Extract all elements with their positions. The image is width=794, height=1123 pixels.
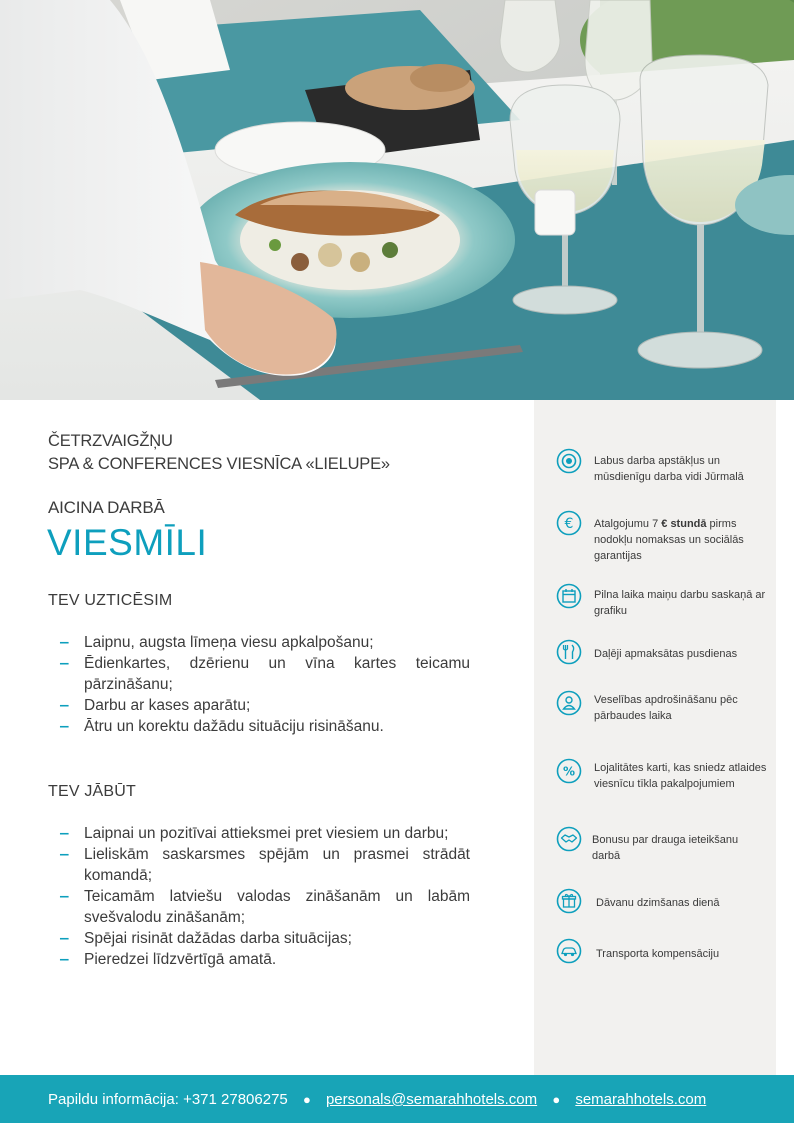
- main-content: [0, 400, 534, 1075]
- list-item: ‒ Laipnai un pozitīvai attieksmei pret viesiem un darbu;: [60, 825, 449, 842]
- dash-bullet: ‒: [60, 951, 69, 968]
- footer-bar: [0, 1075, 794, 1123]
- dash-bullet: ‒: [60, 697, 69, 714]
- bullet-separator: ●: [552, 1092, 561, 1107]
- hotel-title-line: SPA & CONFERENCES VIESNĪCA «LIELUPE»: [48, 455, 390, 473]
- hero-photo: [0, 0, 794, 400]
- job-title: VIESMĪLI: [47, 522, 208, 563]
- benefit-text: Lojalitātes karti, kas sniedz atlaides viesnīcu tīkla pakalpojumiem: [594, 762, 767, 790]
- dash-bullet: ‒: [60, 655, 69, 672]
- list-item: ‒ Ātru un korektu dažādu situāciju risināšanu.: [60, 718, 384, 735]
- benefit-text: Dāvanu dzimšanas dienā: [596, 897, 720, 909]
- benefit-text: Labus darba apstākļus un mūsdienīgu darba vidi Jūrmalā: [594, 455, 744, 483]
- handshake-icon: [556, 826, 582, 852]
- email-link[interactable]: personals@semarahhotels.com: [325, 1091, 538, 1108]
- dash-bullet: ‒: [60, 718, 69, 735]
- list-item: ‒ Darbu ar kases aparātu;: [60, 697, 251, 714]
- cutlery-icon: [556, 639, 582, 665]
- target-icon: [556, 448, 582, 474]
- dash-bullet: ‒: [60, 846, 69, 863]
- list-item: ‒ Teicamām latviešu valodas zināšanām un labām svešvalodu zināšanām;: [60, 888, 470, 926]
- trust-list: [60, 632, 470, 737]
- benefit-text: Bonusu par drauga ieteikšanu darbā: [592, 834, 739, 862]
- list-item: ‒ Laipnu, augsta līmeņa viesu apkalpošanu;: [60, 634, 374, 651]
- benefit-text: Daļēji apmaksātas pusdienas: [594, 648, 738, 660]
- gift-icon: [556, 888, 582, 914]
- hotel-name: [48, 430, 390, 476]
- list-item: ‒ Pieredzei līdzvērtīgā amatā.: [60, 951, 277, 968]
- requirements-heading: TEV JĀBŪT: [48, 783, 137, 800]
- dash-bullet: ‒: [60, 888, 69, 905]
- benefit-text: Transporta kompensāciju: [596, 948, 720, 960]
- benefits-sidebar: [534, 400, 776, 1075]
- svg-text:%: %: [562, 764, 576, 779]
- trust-heading: TEV UZTICĒSIM: [48, 592, 173, 609]
- website-link[interactable]: semarahhotels.com: [575, 1091, 707, 1108]
- right-margin: [776, 400, 794, 1075]
- requirements-list: [60, 823, 470, 970]
- dash-bullet: ‒: [60, 634, 69, 651]
- bullet-separator: ●: [302, 1092, 311, 1107]
- dash-bullet: ‒: [60, 930, 69, 947]
- euro-icon: [556, 510, 582, 536]
- list-item: ‒ Spējai risināt dažādas darba situācijas;: [60, 930, 352, 947]
- contact-phone-label: Papildu informācija: +371 27806275: [48, 1091, 288, 1108]
- calendar-icon: [556, 583, 582, 609]
- car-icon: [556, 938, 582, 964]
- svg-text:€: €: [564, 516, 574, 532]
- invite-text: AICINA DARBĀ: [48, 498, 165, 517]
- dash-bullet: ‒: [60, 825, 69, 842]
- list-item: ‒ Lieliskām saskarsmes spējām un prasmei strādāt komandā;: [60, 846, 470, 884]
- percent-icon: [556, 758, 582, 784]
- benefit-text: Pilna laika maiņu darbu saskaņā ar grafiku: [594, 589, 766, 617]
- hotel-stars-line: ČETRZVAIGŽŅU: [48, 432, 173, 450]
- benefit-text: Atalgojumu 7 € stundā pirms nodokļu nomaksas un sociālās garantijas: [594, 518, 744, 562]
- benefit-text: Veselības apdrošināšanu pēc pārbaudes laika: [594, 694, 738, 722]
- list-item: ‒ Ēdienkartes, dzērienu un vīna kartes teicamu pārzināšanu;: [60, 655, 470, 693]
- contact-line: [48, 1091, 706, 1108]
- health-person-icon: [556, 690, 582, 716]
